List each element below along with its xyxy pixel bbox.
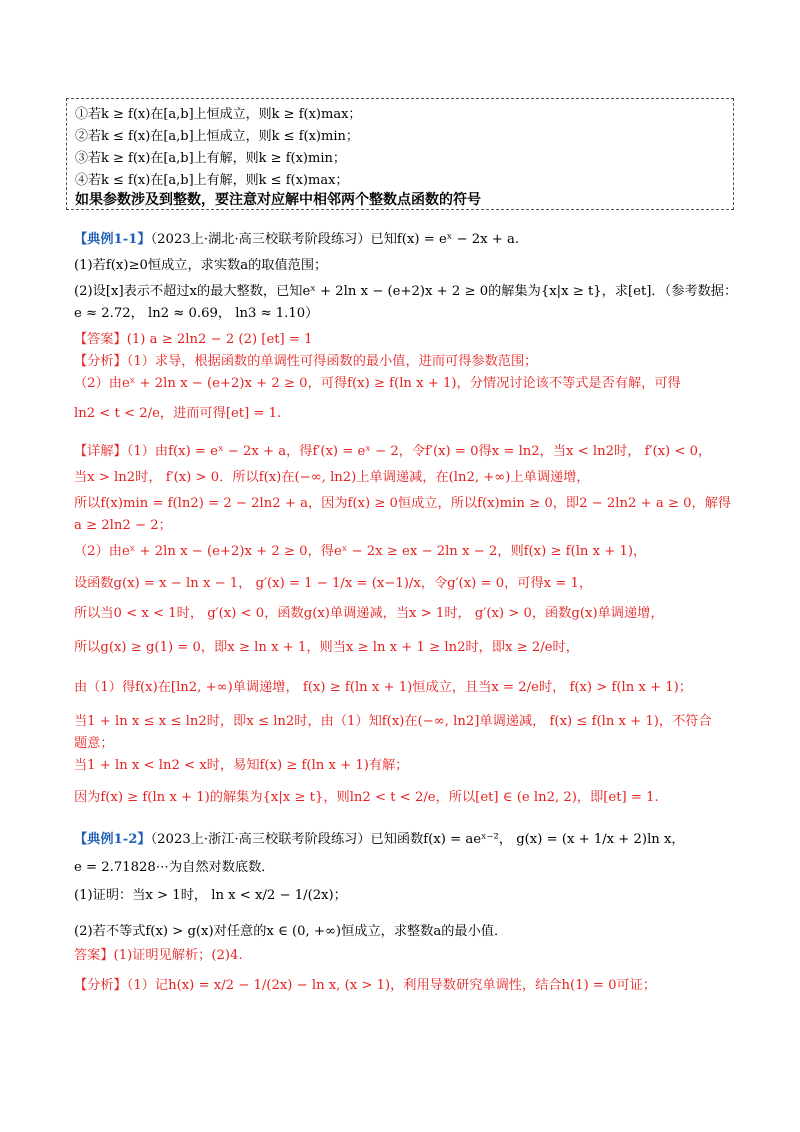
detail-line-12: 当1 + ln x < ln2 < x时，易知f(x) ≥ f(ln x + 1)有解；: [74, 758, 409, 773]
analysis-line-2: （2）由eˣ + 2ln x − (e+2)x + 2 ≥ 0，可得f(x) ≥ f(ln x + 1)，分情况讨论该不等式是否有解，可得: [74, 376, 681, 391]
question-1: (1)若f(x)≥0恒成立，求实数a的取值范围；: [74, 258, 328, 273]
example-1-2-intro: 【典例1-2】（2023上·浙江·高三校联考阶段练习）已知函数f(x) = aeˣ⁻²， g(x) = (x + 1/x + 2)ln x，: [74, 832, 685, 847]
detail-line-13: 因为f(x) ≥ f(ln x + 1)的解集为{x|x ≥ t}，则ln2 < t < 2/e，所以[et] ∈ (e ln2, 2)，即[et] = 1.: [74, 790, 659, 805]
question-1: (1)证明：当x > 1时， ln x < x/2 − 1/(2x)；: [74, 888, 347, 903]
question-2: (2)若不等式f(x) > g(x)对任意的x ∈ (0, +∞)恒成立，求整数a的最小值．: [74, 924, 508, 939]
analysis-line-3: ln2 < t < 2/e，进而可得[et] = 1.: [74, 406, 282, 421]
rule-2: ②若k ≤ f(x)在[a,b]上恒成立，则k ≤ f(x)min；: [75, 129, 359, 144]
detail-line-9: 由（1）得f(x)在[ln2, +∞)单调递增， f(x) ≥ f(ln x + 1)恒成立，且当x = 2/e时， f(x) > f(ln x + 1)；: [74, 680, 693, 695]
example-tag: 【典例1-1】: [74, 232, 151, 247]
detail-line-1: 【详解】（1）由f(x) = eˣ − 2x + a，得f′(x) = eˣ − 2，令f′(x) = 0得x = ln2，当x < ln2时， f′(x) < 0，: [74, 444, 712, 459]
example-1-2-constant: e = 2.71828⋯为自然对数底数．: [74, 860, 275, 875]
detail-line-7: 所以当0 < x < 1时， g′(x) < 0，函数g(x)单调递减，当x > 1时， g′(x) > 0，函数g(x)单调递增，: [74, 606, 664, 621]
answer-tag: 【答案】: [74, 332, 127, 347]
answer-line: 答案】(1)证明见解析；(2)4.: [74, 948, 243, 963]
detail-tag: 【详解】: [74, 444, 127, 459]
detail-line-11: 题意；: [74, 736, 114, 751]
detail-line-3: 所以f(x)min = f(ln2) = 2 − 2ln2 + a，因为f(x) ≥ 0恒成立，所以f(x)min ≥ 0，即2 − 2ln2 + a ≥ 0，解得: [74, 496, 732, 511]
analysis-tag: 【分析】: [74, 354, 127, 369]
analysis-line-1: 【分析】（1）求导，根据函数的单调性可得函数的最小值，进而可得参数范围；: [74, 354, 538, 369]
integer-note: 如果参数涉及到整数，要注意对应解中相邻两个整数点函数的符号: [75, 192, 481, 208]
detail-line-2: 当x > ln2时， f′(x) > 0．所以f(x)在(−∞, ln2)上单调递减，在(ln2, +∞)上单调递增，: [74, 470, 590, 485]
question-2-reference: e ≈ 2.72， ln2 ≈ 0.69， ln3 ≈ 1.10）: [74, 306, 319, 321]
detail-line-5: （2）由eˣ + 2ln x − (e+2)x + 2 ≥ 0，得eˣ − 2x ≥ ex − 2ln x − 2，则f(x) ≥ f(ln x + 1)，: [74, 544, 647, 559]
example-1-1-intro: 【典例1-1】（2023上·湖北·高三校联考阶段练习）已知f(x) = eˣ − 2x + a.: [74, 232, 520, 247]
rule-3: ③若k ≥ f(x)在[a,b]上有解，则k ≥ f(x)min；: [75, 151, 346, 166]
rule-1: ①若k ≥ f(x)在[a,b]上恒成立，则k ≥ f(x)max；: [75, 107, 362, 122]
rule-4: ④若k ≤ f(x)在[a,b]上有解，则k ≤ f(x)max；: [75, 173, 349, 188]
analysis-tag: 【分析】: [74, 978, 127, 993]
detail-line-6: 设函数g(x) = x − ln x − 1， g′(x) = 1 − 1/x = (x−1)/x，令g′(x) = 0，可得x = 1，: [74, 576, 593, 591]
question-2: (2)设[x]表示不超过x的最大整数，已知eˣ + 2ln x − (e+2)x + 2 ≥ 0的解集为{x|x ≥ t}，求[et]．（参考数据：: [74, 284, 738, 299]
detail-line-4: a ≥ 2ln2 − 2；: [74, 518, 172, 533]
summary-box: [66, 98, 734, 210]
example-tag: 【典例1-2】: [74, 832, 151, 847]
answer-line: 【答案】(1) a ≥ 2ln2 − 2 (2) [et] = 1: [74, 332, 313, 347]
detail-line-10: 当1 + ln x ≤ x ≤ ln2时，即x ≤ ln2时，由（1）知f(x)在(−∞, ln2]单调递减， f(x) ≤ f(ln x + 1)，不符合: [74, 714, 712, 729]
analysis-line-1: 【分析】（1）记h(x) = x/2 − 1/(2x) − ln x, (x > 1)，利用导数研究单调性，结合h(1) = 0可证；: [74, 978, 657, 993]
detail-line-8: 所以g(x) ≥ g(1) = 0，即x ≥ ln x + 1，则当x ≥ ln x + 1 ≥ ln2时，即x ≥ 2/e时，: [74, 640, 579, 655]
